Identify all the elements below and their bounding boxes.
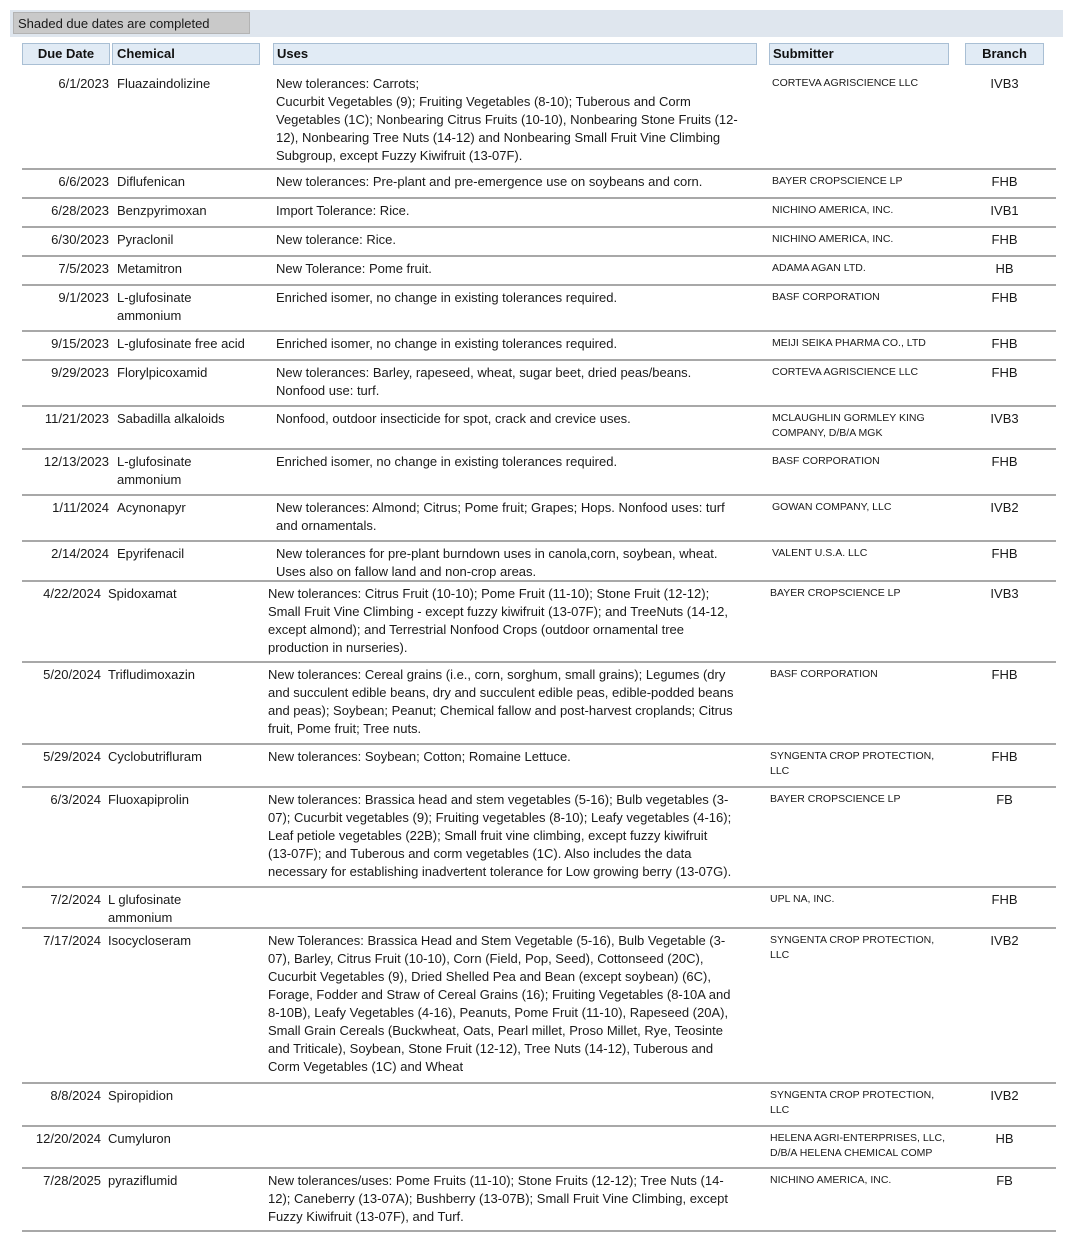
table-row — [22, 929, 1056, 1084]
due-date-cell: 7/5/2023 — [58, 261, 109, 276]
uses-cell: Enriched isomer, no change in existing tolerances required. — [276, 454, 618, 469]
submitter-cell: HELENA AGRI-ENTERPRISES, LLC, D/B/A HELENA CHEMICAL COMP — [770, 1132, 946, 1159]
branch-cell: FHB — [991, 336, 1018, 351]
uses-cell: New tolerances: Brassica head and stem vegetables (5-16); Bulb vegetables (3- 07); Cucurbit vegetables (9); Fruiting vegetables (8-10); Leafy vegetables (4-16); Leaf petiole vegetables (22B); Small fruit vine climbing, except fuzzy kiwifruit (13-07F); and Tuberous and corm vegetables (1C). Also includes the data necessary for establishing inadvertent tolerance for Low growing berry (13-07G). — [268, 792, 732, 879]
submitter-cell: GOWAN COMPANY, LLC — [772, 501, 892, 513]
uses-cell: New tolerances: Soybean; Cotton; Romaine Lettuce. — [268, 749, 571, 764]
due-date-cell: 7/28/2025 — [43, 1173, 101, 1188]
due-date-cell: 6/3/2024 — [50, 792, 101, 807]
chemical-cell: Spidoxamat — [108, 586, 177, 601]
chemical-cell: Acynonapyr — [117, 500, 186, 515]
table-row — [22, 332, 1056, 361]
chemical-cell: L-glufosinate ammonium — [117, 290, 192, 323]
submitter-cell: BAYER CROPSCIENCE LP — [770, 587, 901, 599]
due-date-cell: 8/8/2024 — [50, 1088, 101, 1103]
submitter-cell: NICHINO AMERICA, INC. — [770, 1174, 892, 1186]
table-row — [22, 228, 1056, 257]
chemical-cell: Fluoxapiprolin — [108, 792, 189, 807]
submitter-cell: ADAMA AGAN LTD. — [772, 262, 866, 274]
due-date-cell: 11/21/2023 — [44, 411, 109, 426]
due-date-cell: 6/1/2023 — [58, 76, 109, 91]
submitter-cell: BASF CORPORATION — [772, 455, 880, 467]
table-row — [22, 170, 1056, 199]
branch-cell: FHB — [991, 365, 1018, 380]
table-row — [22, 407, 1056, 450]
chemical-cell: pyraziflumid — [108, 1173, 178, 1188]
chemical-cell: Trifludimoxazin — [108, 667, 195, 682]
uses-cell: New tolerances: Pre-plant and pre-emergence use on soybeans and corn. — [276, 174, 703, 189]
header-uses: Uses — [273, 43, 757, 65]
table-row — [22, 542, 1056, 582]
branch-cell: HB — [995, 1131, 1014, 1146]
chemical-cell: Spiropidion — [108, 1088, 174, 1103]
table-row — [22, 72, 1056, 170]
chemical-cell: Diflufenican — [117, 174, 185, 189]
header-submitter: Submitter — [769, 43, 949, 65]
due-date-cell: 9/15/2023 — [51, 336, 109, 351]
chemical-cell: Benzpyrimoxan — [117, 203, 207, 218]
table-row — [22, 745, 1056, 788]
due-date-cell: 5/29/2024 — [43, 749, 101, 764]
chemical-cell: Pyraclonil — [117, 232, 174, 247]
due-date-cell: 9/29/2023 — [51, 365, 109, 380]
table-row — [22, 1127, 1056, 1169]
branch-cell: FB — [996, 1173, 1013, 1188]
table-row — [22, 582, 1056, 663]
table-row — [22, 286, 1056, 332]
branch-cell: FHB — [991, 174, 1018, 189]
submitter-cell: BASF CORPORATION — [772, 291, 880, 303]
table-row — [22, 888, 1056, 929]
due-date-cell: 12/13/2023 — [43, 454, 109, 469]
chemical-cell: L-glufosinate ammonium — [117, 454, 192, 487]
uses-cell: New Tolerance: Pome fruit. — [276, 261, 432, 276]
submitter-cell: NICHINO AMERICA, INC. — [772, 204, 894, 216]
uses-cell: New tolerances: Barley, rapeseed, wheat, sugar beet, dried peas/beans. Nonfood use: turf. — [276, 365, 692, 398]
table-row — [22, 199, 1056, 228]
due-date-cell: 7/2/2024 — [50, 892, 101, 907]
submitter-cell: UPL NA, INC. — [770, 893, 835, 905]
table-row — [22, 257, 1056, 286]
table-row — [22, 663, 1056, 745]
submitter-cell: SYNGENTA CROP PROTECTION, LLC — [770, 750, 935, 777]
chemical-cell: Cumyluron — [108, 1131, 171, 1146]
table-row — [22, 361, 1056, 407]
chemical-cell: Cyclobutrifluram — [108, 749, 202, 764]
table-row — [22, 496, 1056, 542]
submitter-cell: SYNGENTA CROP PROTECTION, LLC — [770, 1089, 935, 1116]
branch-cell: FHB — [991, 546, 1018, 561]
uses-cell: Nonfood, outdoor insecticide for spot, crack and crevice uses. — [276, 411, 631, 426]
branch-cell: IVB1 — [990, 203, 1019, 218]
uses-cell: New tolerances: Carrots; Cucurbit Vegetables (9); Fruiting Vegetables (8-10); Tuberous and Corm Vegetables (1C); Nonbearing Citrus Fruits (10-10), Nonbearing Stone Fruits (12- 12), Nonbearing Tree Nuts (14-12) and Nonbearing Small Fruit Vine Climbing Subgroup, except Fuzzy Kiwifruit (13-07F). — [276, 76, 738, 163]
due-date-cell: 6/6/2023 — [58, 174, 109, 189]
branch-cell: FHB — [991, 892, 1018, 907]
chemical-cell: Epyrifenacil — [117, 546, 185, 561]
uses-cell: New tolerances/uses: Pome Fruits (11-10); Stone Fruits (12-12); Tree Nuts (14- 12); Caneberry (13-07A); Bushberry (13-07B); Small Fruit Vine Climbing, except Fuzzy Kiwifruit (13-07F), and Turf. — [268, 1173, 729, 1224]
uses-cell: Import Tolerance: Rice. — [276, 203, 410, 218]
uses-cell: New tolerances: Citrus Fruit (10-10); Pome Fruit (11-10); Stone Fruit (12-12); Small Fruit Vine Climbing - except fuzzy kiwifruit (13-07F); and TreeNuts (14-12, except almond); and Terrestrial Nonfood Crops (outdoor ornamental tree production in nurseries). — [268, 586, 728, 655]
branch-cell: IVB2 — [990, 500, 1019, 515]
due-date-cell: 6/28/2023 — [51, 203, 109, 218]
branch-cell: FHB — [991, 667, 1018, 682]
submitter-cell: MCLAUGHLIN GORMLEY KING COMPANY, D/B/A MGK — [772, 412, 925, 439]
submitter-cell: NICHINO AMERICA, INC. — [772, 233, 894, 245]
due-date-cell: 1/11/2024 — [52, 500, 109, 515]
branch-cell: HB — [995, 261, 1014, 276]
uses-cell: Enriched isomer, no change in existing tolerances required. — [276, 290, 618, 305]
table-row — [22, 788, 1056, 888]
submitter-cell: SYNGENTA CROP PROTECTION, LLC — [770, 934, 935, 961]
header-due-date: Due Date — [22, 43, 110, 65]
header-branch: Branch — [965, 43, 1044, 65]
branch-cell: FHB — [991, 290, 1018, 305]
due-date-cell: 12/20/2024 — [35, 1131, 101, 1146]
branch-cell: FHB — [991, 749, 1018, 764]
submitter-cell: MEIJI SEIKA PHARMA CO., LTD — [772, 337, 926, 349]
uses-cell: New tolerance: Rice. — [276, 232, 396, 247]
submitter-cell: BASF CORPORATION — [770, 668, 878, 680]
uses-cell: New tolerances for pre-plant burndown uses in canola,corn, soybean, wheat. Uses also on fallow land and non-crop areas. — [276, 546, 718, 579]
due-date-cell: 2/14/2024 — [51, 546, 109, 561]
submitter-cell: BAYER CROPSCIENCE LP — [772, 175, 903, 187]
due-date-cell: 7/17/2024 — [43, 933, 101, 948]
header-chemical: Chemical — [112, 43, 260, 65]
chemical-cell: Fluazaindolizine — [117, 76, 211, 91]
submitter-cell: CORTEVA AGRISCIENCE LLC — [772, 77, 919, 89]
submitter-cell: VALENT U.S.A. LLC — [772, 547, 868, 559]
chemical-cell: Metamitron — [117, 261, 183, 276]
uses-cell: New Tolerances: Brassica Head and Stem Vegetable (5-16), Bulb Vegetable (3- 07), Barley, Citrus Fruit (10-10), Corn (Field, Pop, Seed), Cottonseed (20C), Cucurbit Vegetables (9), Dried Shelled Pea and Bean (except soybean) (6C), Forage, Fodder and Straw of Cereal Grains (16); Fruiting Vegetables (8-10A and 8-10B), Leafy Vegetables (4-16), Peanuts, Pome Fruit (11-10), Rapeseed (20A), Small Grain Cereals (Buckwheat, Oats, Pearl millet, Proso Millet, Rye, Teosinte and Triticale), Soybean, Stone Fruit (12-12), Tree Nuts (14-12), Tuberous and Corm Vegetables (1C) and Wheat — [268, 933, 731, 1074]
submitter-cell: BAYER CROPSCIENCE LP — [770, 793, 901, 805]
branch-cell: IVB3 — [990, 411, 1019, 426]
table-row — [22, 1084, 1056, 1127]
due-date-cell: 9/1/2023 — [58, 290, 109, 305]
legend-label: Shaded due dates are completed — [13, 12, 250, 34]
branch-cell: FHB — [991, 232, 1018, 247]
branch-cell: IVB3 — [990, 76, 1019, 91]
uses-cell: Enriched isomer, no change in existing tolerances required. — [276, 336, 618, 351]
branch-cell: IVB3 — [990, 586, 1019, 601]
chemical-cell: L-glufosinate free acid — [117, 336, 245, 351]
chemical-cell: Isocycloseram — [108, 933, 192, 948]
due-date-cell: 5/20/2024 — [43, 667, 101, 682]
chemical-cell: Sabadilla alkaloids — [117, 411, 225, 426]
table-row — [22, 450, 1056, 496]
uses-cell: New tolerances: Almond; Citrus; Pome fruit; Grapes; Hops. Nonfood uses: turf and ornamentals. — [276, 500, 725, 533]
branch-cell: IVB2 — [990, 933, 1019, 948]
branch-cell: FHB — [991, 454, 1018, 469]
branch-cell: IVB2 — [990, 1088, 1019, 1103]
due-date-cell: 6/30/2023 — [51, 232, 109, 247]
due-date-cell: 4/22/2024 — [43, 586, 101, 601]
uses-cell: New tolerances: Cereal grains (i.e., corn, sorghum, small grains); Legumes (dry and succulent edible beans, dry and succulent edible peas, edible-podded beans and peas); Soybean; Peanut; Chemical fallow and post-harvest croplands; Citrus fruit, Pome fruit; Tree nuts. — [268, 667, 734, 736]
table-row — [22, 1169, 1056, 1232]
branch-cell: FB — [996, 792, 1013, 807]
chemical-cell: L glufosinate ammonium — [108, 892, 182, 925]
chemical-cell: Florylpicoxamid — [117, 365, 208, 380]
submitter-cell: CORTEVA AGRISCIENCE LLC — [772, 366, 919, 378]
